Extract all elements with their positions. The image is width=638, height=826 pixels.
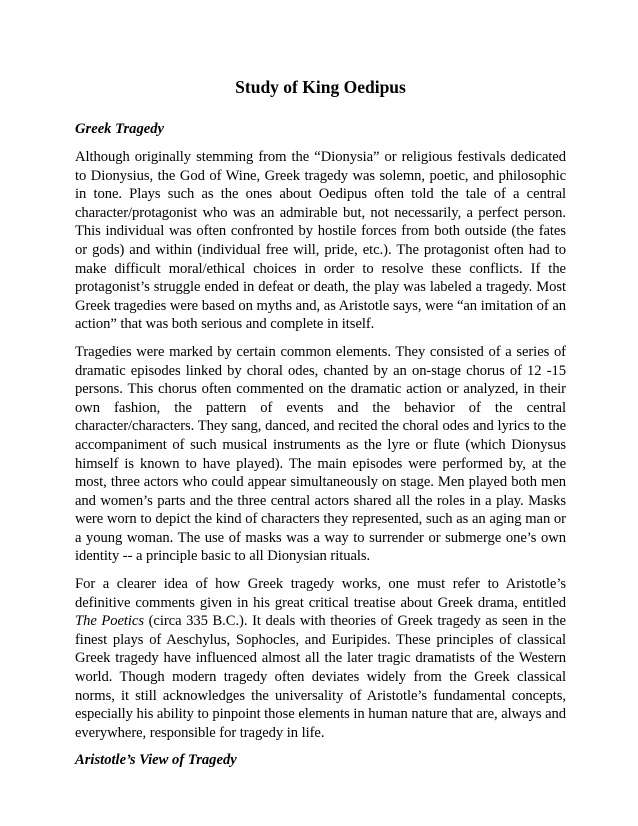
book-title-poetics: The Poetics bbox=[75, 613, 144, 630]
paragraph-aristotle-poetics bbox=[75, 575, 566, 742]
document-title: Study of King Oedipus bbox=[235, 77, 406, 97]
section-heading-aristotle-view: Aristotle’s View of Tragedy bbox=[75, 752, 237, 769]
section-heading-greek-tragedy: Greek Tragedy bbox=[75, 121, 165, 137]
paragraph-text-part: For a clearer idea of how Greek tragedy works, one must refer to Aristotle’s definitive comments given in his great critical treatise about Greek drama, entitled bbox=[75, 576, 566, 611]
paragraph-dionysia-origins: Although originally stemming from the “Dionysia” or religious festivals dedicated to Dionysius, the God of Wine, Greek tragedy was solemn, poetic, and philosophic in tone. Plays such as the ones about Oedipus often told the tale of a central character/protagonist who was an admirable but, not necessarily, a perfect person. This individual was often confronted by hostile forces from both outside (the fates or gods) and within (individual free will, pride, etc.). The protagonist often had to make difficult moral/ethical choices in order to resolve these conflicts. If the protagonist’s struggle ended in defeat or death, the play was labeled a tragedy. Most Greek tragedies were based on myths and, as Aristotle says, were “an imitation of an action” that was both serious and complete in itself. bbox=[75, 149, 566, 333]
paragraph-common-elements: Tragedies were marked by certain common elements. They consisted of a series of dramatic episodes linked by choral odes, chanted by an on-stage chorus of 12 -15 persons. This chorus often commented on the dramatic action or analyzed, in their own fashion, the pattern of events and the behavior of the central character/characters. They sang, danced, and recited the choral odes and lyrics to the accompaniment of such musical instruments as the lyre or flute (which Dionysus himself is known to have played). The main episodes were performed by, at the most, three actors who could appear simultaneously on stage. Men played both men and women’s parts and the three central actors shared all the roles in a play. Masks were worn to depict the kind of characters they represented, such as an aging man or a young woman. The use of masks was a way to surrender or submerge one’s own identity -- a principle basic to all Dionysian rituals. bbox=[75, 343, 566, 565]
paragraph-text-part: (circa 335 B.C.). It deals with theories of Greek tragedy as seen in the finest plays of Aeschylus, Sophocles, and Euripides. These principles of classical Greek tragedy have influenced almost all the later tragic dramatists of the Western world. Though modern tragedy often deviates widely from the Greek classical norms, it still acknowledges the universality of Aristotle’s fundamental concepts, especially his ability to pinpoint those elements in human nature that are, always and everywhere, responsible for tragedy in life. bbox=[75, 613, 566, 741]
document-page bbox=[75, 76, 566, 779]
